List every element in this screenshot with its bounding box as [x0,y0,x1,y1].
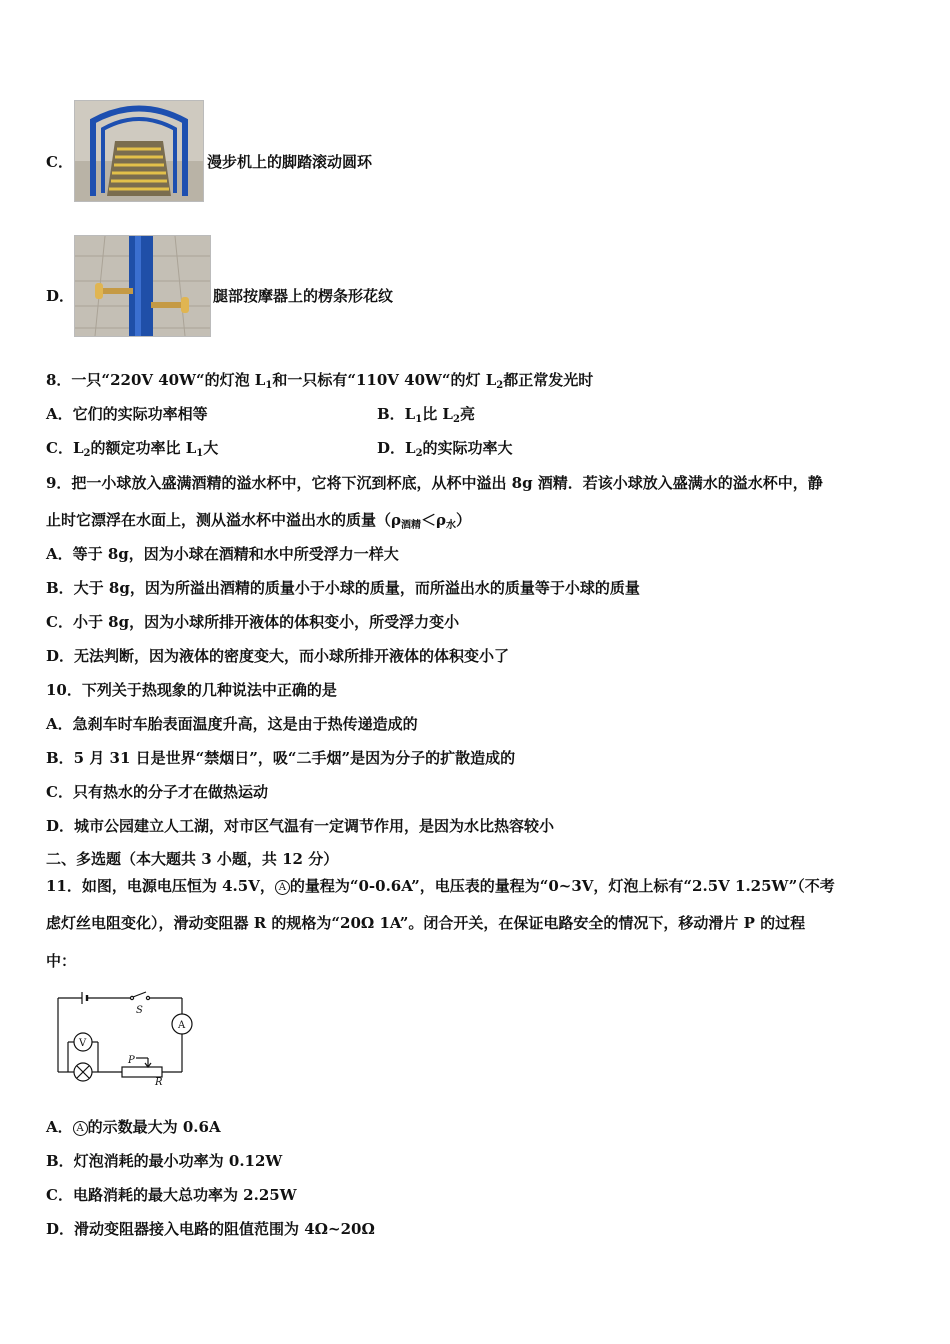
q8-option-d: D．$L_2$的实际功率大 [377,439,513,459]
q8-option-c: C．$L_2$的额定功率比 $L_1$大 [46,439,219,459]
q10-option-d: D．城市公园建立人工湖，对市区气温有一定调节作用，是因为水比热容较小 [46,817,555,835]
ammeter-symbol: A [275,880,290,895]
q11-stem-line1: 11．如图，电源电压恒为 4.5V， A 的量程为“0-0.6A”，电压表的量程为“0~3V，灯泡上标有“2.5V 1.25W”（不考 [46,877,835,895]
q9-option-d: D．无法判断，因为液体的密度变大，而小球所排开液体的体积变小了 [46,647,510,665]
q8-option-a: A．它们的实际功率相等 [46,405,208,423]
q9-stem-line2: 止时它漂浮在水面上，测从溢水杯中溢出水的质量$(\rho_{酒精}<\rho_水)$ [46,511,471,531]
voltmeter-label: V [79,1038,87,1049]
walking-machine-photo [74,100,204,202]
q9-option-c: C．小于 8g，因为小球所排开液体的体积变小，所受浮力变小 [46,613,460,631]
circuit-diagram [52,990,202,1085]
q11-stem-line2: 虑灯丝电阻变化），滑动变阻器 R 的规格为“20Ω 1A”。闭合开关，在保证电路安全的情况下，移动滑片 P 的过程 [46,914,806,932]
q7-option-c-text: 漫步机上的脚踏滚动圆环 [207,153,373,171]
q9-option-a: A．等于 8g，因为小球在酒精和水中所受浮力一样大 [46,545,399,563]
q11-option-b: B．灯泡消耗的最小功率为 0.12W [46,1152,283,1170]
q10-option-a: A．急刹车时车胎表面温度升高，这是由于热传递造成的 [46,715,418,733]
slider-label: P [128,1055,135,1066]
resistor-label: R [155,1077,163,1085]
q7-option-c-label: C． [46,153,73,171]
q11-stem-line3: 中： [46,952,77,970]
q9-option-b: B．大于 8g，因为所溢出酒精的质量小于小球的质量，而所溢出水的质量等于小球的质量 [46,579,640,597]
section-heading-multiple-choice: 二、多选题（本大题共 3 小题，共 12 分） [46,850,339,868]
q10-option-c: C．只有热水的分子才在做热运动 [46,783,268,801]
ammeter-label: A [178,1020,186,1031]
q10-option-b: B．5 月 31 日是世界“禁烟日”，吸“二手烟”是因为分子的扩散造成的 [46,749,516,767]
q11-option-d: D．滑动变阻器接入电路的阻值范围为 4Ω~20Ω [46,1220,375,1238]
q8-stem: 8．一只“220V 40W“的灯泡 $L_1$和一只标有“110V 40W“的灯 $L_2$都正常发光时 [46,371,594,391]
q9-stem-line1: 9．把一小球放入盛满酒精的溢水杯中，它将下沉到杯底，从杯中溢出 8g 酒精．若该小球放入盛满水的溢水杯中，静 [46,474,823,492]
switch-label: S [136,1005,143,1016]
q8-option-b: B．$L_1$比 $L_2$亮 [377,405,475,425]
q10-stem: 10．下列关于热现象的几种说法中正确的是 [46,681,337,699]
q11-option-a: A． A 的示数最大为 0.6A [46,1118,221,1136]
q11-option-c: C．电路消耗的最大总功率为 2.25W [46,1186,297,1204]
leg-massager-photo [74,235,211,337]
ammeter-symbol-option-a: A [73,1121,88,1136]
q7-option-d-text: 腿部按摩器上的楞条形花纹 [213,287,394,305]
q7-option-d-label: D． [46,287,75,305]
